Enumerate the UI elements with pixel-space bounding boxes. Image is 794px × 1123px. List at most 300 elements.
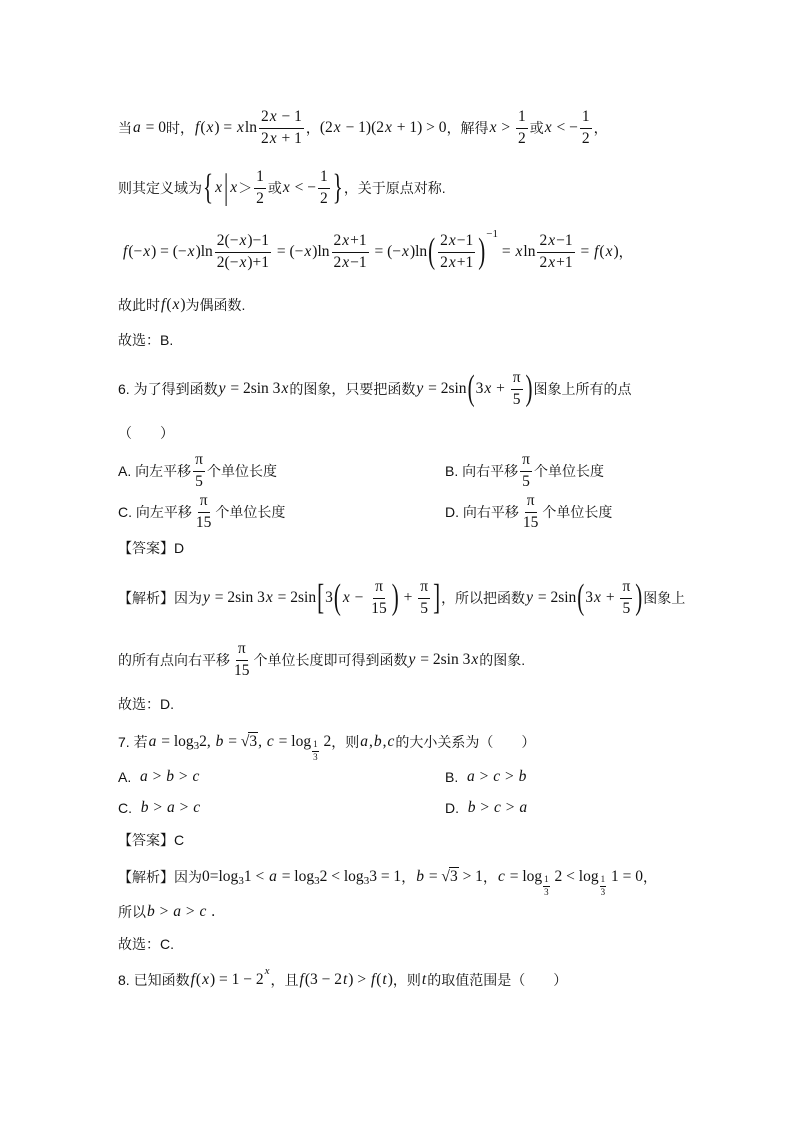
q6-answer-blank (118, 413, 174, 453)
math-symbol: ln (244, 118, 257, 136)
math-delimiter: [ (317, 576, 325, 618)
fraction (521, 492, 541, 532)
fraction-numerator (193, 451, 205, 472)
fraction (520, 451, 532, 491)
math-symbol: ) (180, 295, 186, 313)
math-variable: a (467, 767, 475, 785)
math-symbol: , (382, 732, 387, 750)
math-symbol: 3 (314, 875, 320, 888)
math-symbol: ) (613, 242, 619, 260)
math-symbol: π (522, 450, 530, 468)
math-symbol: 15 (234, 661, 250, 679)
math-variable: x (484, 379, 492, 397)
math-symbol: 15 (371, 599, 387, 617)
text-run: 【答案】C (118, 831, 185, 848)
math-variable: x (605, 242, 613, 260)
math-symbol: 2 < log (319, 867, 364, 885)
math-delimiter: | (223, 166, 229, 208)
q6-option-a (118, 451, 277, 491)
fraction (215, 232, 271, 272)
fraction-numerator (525, 492, 537, 513)
subscript (311, 740, 320, 762)
math-variable: a (167, 798, 175, 816)
q7-analysis-line-1 (118, 857, 657, 897)
fraction-numerator (580, 108, 592, 129)
math-variable: x (215, 178, 222, 196)
math-symbol: = 0 (141, 118, 166, 136)
q8-stem (118, 960, 567, 1000)
math-symbol: 2 (260, 107, 269, 125)
math-symbol: ( (376, 970, 382, 988)
subscript (194, 740, 200, 753)
fraction-denominator (438, 253, 475, 273)
math-symbol: > (476, 798, 494, 816)
fraction-denominator (521, 513, 541, 533)
math-symbol: > (182, 902, 199, 920)
radicand-overline (248, 732, 258, 752)
fraction (511, 369, 523, 409)
math-variable: x (265, 588, 273, 606)
text-run: 个单位长度 (533, 462, 604, 479)
math-variable: a (140, 767, 148, 785)
math-delimiter: ( (577, 576, 585, 618)
math-variable: x (172, 295, 180, 313)
math-variable: b (147, 902, 155, 920)
fraction-numerator (438, 232, 475, 253)
math-symbol: 2 (319, 732, 332, 750)
fraction-denominator (369, 599, 389, 619)
math-symbol: = (576, 242, 594, 260)
math-symbol: = 2sin 3 (210, 588, 265, 606)
text-run: 【解析】因为 (118, 868, 202, 885)
fraction-denominator (318, 189, 330, 209)
text-run: ，关于原点对称. (343, 179, 446, 196)
math-symbol: )ln (409, 242, 428, 260)
math-delimiter: ) (391, 576, 399, 618)
math-variable: b (215, 732, 224, 750)
math-variable: a (173, 902, 181, 920)
math-variable: c (192, 767, 200, 785)
math-symbol: + (492, 379, 509, 397)
fraction-denominator (259, 129, 304, 149)
math-symbol: = √ (424, 867, 450, 885)
fraction (580, 108, 592, 148)
math-variable: f (299, 970, 304, 988)
math-variable: a (360, 732, 368, 750)
subscript (314, 875, 320, 888)
q6-conclusion (118, 684, 174, 724)
text-run: 或 (267, 179, 282, 196)
math-variable: c (493, 767, 501, 785)
text-run: C. (118, 799, 140, 816)
math-symbol: 1 (517, 107, 526, 125)
text-run: A. 向左平移 (118, 462, 192, 479)
text-run: 的大小关系为（ ） (395, 733, 536, 750)
text-run: 的取值范围是（ ） (427, 971, 568, 988)
math-symbol: 3 (249, 733, 258, 751)
math-symbol: = log (157, 732, 194, 750)
math-variable: f (161, 295, 166, 313)
math-variable: a (269, 867, 277, 885)
math-symbol: 3 (585, 588, 594, 606)
fraction (600, 875, 607, 897)
text-run: D. 向右平移 (445, 503, 519, 520)
text-run: 的图象. (479, 651, 526, 668)
math-symbol: +1 (350, 231, 367, 249)
math-symbol: 2 (256, 189, 264, 207)
fraction (438, 232, 475, 272)
math-symbol: 0=log (202, 867, 239, 885)
math-delimiter: ( (428, 230, 436, 272)
text-run: ，所以把函数 (441, 589, 526, 606)
fraction-numerator (236, 640, 248, 661)
math-symbol: (− (128, 242, 143, 260)
math-symbol: 2 (539, 253, 548, 271)
math-symbol: 1 (600, 874, 606, 885)
math-variable: x (471, 650, 479, 668)
math-variable: x (448, 231, 456, 249)
math-variable: x (489, 118, 497, 136)
math-symbol: . (207, 902, 216, 920)
text-run: （ ） (118, 424, 174, 441)
math-symbol: + (399, 588, 417, 606)
text-run: ， (593, 119, 608, 136)
math-symbol: π (375, 577, 383, 595)
math-symbol: 2 < log (550, 867, 599, 885)
fraction-denominator (511, 390, 523, 410)
fraction-denominator (332, 253, 369, 273)
fraction (537, 232, 574, 272)
math-symbol: 3 (544, 886, 549, 897)
math-variable: x (548, 253, 556, 271)
text-run: 个单位长度 (215, 503, 286, 520)
math-symbol: 1 (319, 167, 328, 185)
text-run: 则其定义域为 (118, 179, 202, 196)
text-run: 个单位长度即可得到函数 (253, 651, 408, 668)
math-symbol: 3 (600, 886, 606, 897)
text-run: 的图象，只要把函数 (289, 380, 416, 397)
q6-option-c (118, 492, 285, 532)
fraction-numerator (511, 369, 523, 390)
fraction (312, 740, 319, 762)
math-symbol: > 1 (458, 867, 483, 885)
math-symbol: > (175, 767, 192, 785)
math-variable: c (387, 732, 395, 750)
fraction-numerator (516, 108, 528, 129)
fraction-denominator (194, 513, 214, 533)
math-symbol: 2(− (216, 231, 239, 249)
math-symbol: 3 (313, 751, 318, 762)
math-symbol: > (155, 902, 173, 920)
math-variable: a (148, 732, 157, 750)
text-run: ， (482, 868, 497, 885)
math-variable: t (342, 970, 348, 988)
math-variable: f (123, 242, 128, 260)
math-variable: x (342, 588, 350, 606)
text-run: 的所有点向右平移 (118, 651, 230, 668)
math-symbol: )−1 (247, 231, 269, 249)
math-symbol: −1 (350, 253, 367, 271)
fraction (232, 640, 252, 680)
math-variable: b (373, 732, 382, 750)
fraction-denominator (254, 189, 266, 209)
math-symbol: 15 (195, 513, 212, 531)
fraction-denominator (620, 599, 632, 619)
math-symbol: 3 (363, 875, 370, 888)
text-run: ，且 (270, 971, 299, 988)
math-symbol: 1 (256, 167, 264, 185)
text-run: 时， (166, 119, 194, 136)
math-symbol: , (258, 732, 266, 750)
math-variable: t (421, 970, 427, 988)
math-variable: x (402, 242, 409, 260)
math-symbol: 5 (420, 599, 429, 617)
text-run: 图象上 (643, 589, 686, 606)
math-variable: t (382, 970, 387, 988)
math-symbol: 1 (544, 874, 549, 885)
math-symbol: 2 (319, 189, 328, 207)
text-run: 故选：B. (118, 331, 174, 348)
math-symbol: )ln (312, 242, 330, 260)
math-symbol: ln (523, 242, 536, 260)
math-symbol: π (526, 491, 535, 509)
math-variable: x (269, 129, 277, 147)
math-symbol: ) > (348, 970, 370, 988)
fraction-numerator (418, 578, 430, 599)
fraction-numerator (318, 168, 330, 189)
math-delimiter: ] (433, 576, 441, 618)
math-symbol: 1 (581, 107, 590, 125)
superscript (264, 965, 271, 978)
math-variable: b (416, 867, 424, 885)
math-variable: x (239, 231, 247, 249)
math-variable: x (187, 242, 195, 260)
math-symbol: 2 (581, 129, 590, 147)
math-symbol: = 2sin (533, 588, 577, 606)
math-symbol: ( (166, 295, 172, 313)
math-variable: x (342, 253, 350, 271)
math-symbol: 2 (440, 231, 448, 249)
fraction-denominator (215, 253, 271, 273)
math-symbol: (2 (319, 118, 333, 136)
math-symbol: ) = (214, 118, 237, 136)
text-run: 故选：C. (118, 935, 174, 952)
math-variable: b (467, 798, 476, 816)
math-variable: x (206, 118, 214, 136)
text-run: B. 向右平移 (445, 462, 519, 479)
q6-option-b (445, 451, 604, 491)
math-symbol: = (− (272, 242, 304, 260)
math-symbol: −1 (456, 231, 474, 249)
math-variable: x (333, 118, 341, 136)
math-symbol: ( (599, 242, 605, 260)
fraction-denominator (232, 661, 252, 681)
math-variable: y (408, 650, 416, 668)
math-symbol: 2, (199, 732, 215, 750)
math-symbol: ) = (− (151, 242, 187, 260)
subscript (542, 875, 551, 897)
math-symbol: = (− (370, 242, 402, 260)
text-run: 个单位长度 (542, 503, 613, 520)
q5-solution-case-a-zero (118, 108, 608, 148)
math-symbol: 3 (238, 875, 244, 888)
math-delimiter: ) (478, 230, 486, 272)
math-variable: f (195, 118, 200, 136)
math-variable: x (230, 178, 238, 196)
math-delimiter: ( (333, 576, 341, 618)
math-symbol: = log (277, 867, 315, 885)
math-symbol: − 1 (277, 107, 302, 125)
math-symbol: > (175, 798, 193, 816)
q7-conclusion (118, 924, 174, 964)
text-run: C. 向左平移 (118, 503, 192, 520)
text-run: ，则 (331, 733, 360, 750)
math-variable: c (193, 798, 201, 816)
math-variable: a (519, 798, 528, 816)
math-variable: f (190, 970, 195, 988)
text-run: 故选：D. (118, 695, 174, 712)
math-variable: y (416, 379, 424, 397)
q7-option-d (445, 788, 528, 828)
fraction (620, 578, 632, 618)
math-symbol: 1 (313, 739, 318, 750)
math-variable: y (526, 588, 533, 606)
fraction-numerator (373, 578, 385, 599)
superscript (486, 228, 498, 241)
math-symbol: 2 (539, 231, 548, 249)
q6-analysis-line-2 (118, 640, 525, 680)
math-variable: x (202, 970, 209, 988)
math-symbol: > (497, 118, 514, 136)
fraction-numerator (600, 875, 607, 886)
text-run: 为偶函数. (185, 296, 246, 313)
math-symbol: 5 (512, 390, 521, 408)
math-symbol: )ln (195, 242, 213, 260)
math-variable: b (140, 798, 149, 816)
q6-answer (118, 528, 184, 568)
math-delimiter: ( (467, 367, 475, 409)
fraction-numerator (312, 740, 319, 751)
math-symbol: > (149, 798, 167, 816)
math-variable: c (494, 798, 501, 816)
math-symbol: > (501, 798, 519, 816)
math-symbol: 5 (522, 472, 530, 490)
subscript (364, 875, 370, 888)
text-run: 当 (118, 119, 132, 136)
text-run: ， (401, 868, 416, 885)
math-symbol: 2 (260, 129, 269, 147)
math-variable: x (448, 253, 456, 271)
math-symbol: + 1 (277, 129, 302, 147)
fraction-denominator (537, 253, 574, 273)
math-symbol: = 2sin (273, 588, 317, 606)
math-symbol: − 1)(2 (341, 118, 385, 136)
math-symbol: π (622, 577, 631, 595)
text-run: 故此时 (118, 296, 160, 313)
math-variable: y (203, 588, 210, 606)
fraction (259, 108, 304, 148)
text-run: B. (445, 768, 467, 785)
fraction-numerator (620, 578, 632, 599)
fraction-numerator (254, 168, 266, 189)
text-run: 【答案】D (118, 539, 185, 556)
text-run: 8. 已知函数 (118, 971, 190, 988)
math-variable: c (266, 732, 274, 750)
math-symbol: = 2sin 3 (226, 379, 281, 397)
math-symbol: +1 (556, 253, 573, 271)
math-symbol: ( (200, 118, 206, 136)
math-symbol: = √ (224, 732, 250, 750)
math-symbol: 2 (333, 231, 342, 249)
radicand-overline (449, 867, 459, 887)
math-symbol: ( (195, 970, 202, 988)
math-symbol: = 2sin 3 (416, 650, 471, 668)
fraction-denominator (520, 472, 532, 492)
q5-conclusion (118, 320, 173, 360)
q6-stem (118, 369, 632, 409)
q5-solution-even-function (118, 285, 245, 325)
fraction-denominator (418, 599, 430, 619)
fraction (543, 875, 550, 897)
math-variable: x (282, 178, 290, 196)
text-run: 所以 (118, 903, 146, 920)
fraction (332, 232, 369, 272)
fraction-denominator (580, 129, 592, 149)
math-symbol: 3 (193, 740, 200, 753)
text-run: ， (618, 243, 633, 260)
math-symbol: )+1 (247, 253, 269, 271)
fraction-denominator (312, 752, 319, 762)
fraction (193, 451, 205, 491)
text-run: ，解得 (446, 119, 489, 136)
q5-solution-parity-derivation (122, 228, 633, 272)
math-symbol: 3 (449, 868, 458, 886)
math-symbol: 3 (475, 379, 484, 397)
math-variable: x (544, 118, 552, 136)
fraction (194, 492, 214, 532)
q5-solution-domain (118, 168, 446, 208)
text-run: D. (445, 799, 467, 816)
q6-option-d (445, 492, 612, 532)
fraction-denominator (600, 887, 607, 897)
math-variable: x (594, 588, 601, 606)
math-variable: x (264, 965, 270, 978)
fraction-numerator (259, 108, 304, 129)
fraction (369, 578, 389, 618)
text-run: 【解析】因为 (118, 589, 202, 606)
math-symbol: 3 = 1 (369, 867, 402, 885)
fraction-numerator (215, 232, 271, 253)
math-symbol: π (199, 491, 208, 509)
fraction-numerator (520, 451, 532, 472)
math-symbol: 2 (333, 253, 342, 271)
math-symbol: π (420, 577, 429, 595)
math-variable: x (515, 242, 523, 260)
q7-stem (118, 722, 535, 762)
math-symbol: 15 (522, 513, 539, 531)
math-variable: x (143, 242, 151, 260)
fraction-denominator (193, 472, 205, 492)
text-run: ＞ (238, 179, 253, 196)
text-run: 图象上所有的点 (533, 380, 632, 397)
q6-analysis-line-1 (118, 578, 685, 618)
text-run: 6. 为了得到函数 (118, 380, 218, 397)
math-symbol: > (475, 767, 493, 785)
math-symbol: , (368, 732, 373, 750)
math-symbol: = log (505, 867, 543, 885)
math-symbol: 5 (622, 599, 631, 617)
text-run: ， (305, 119, 320, 136)
